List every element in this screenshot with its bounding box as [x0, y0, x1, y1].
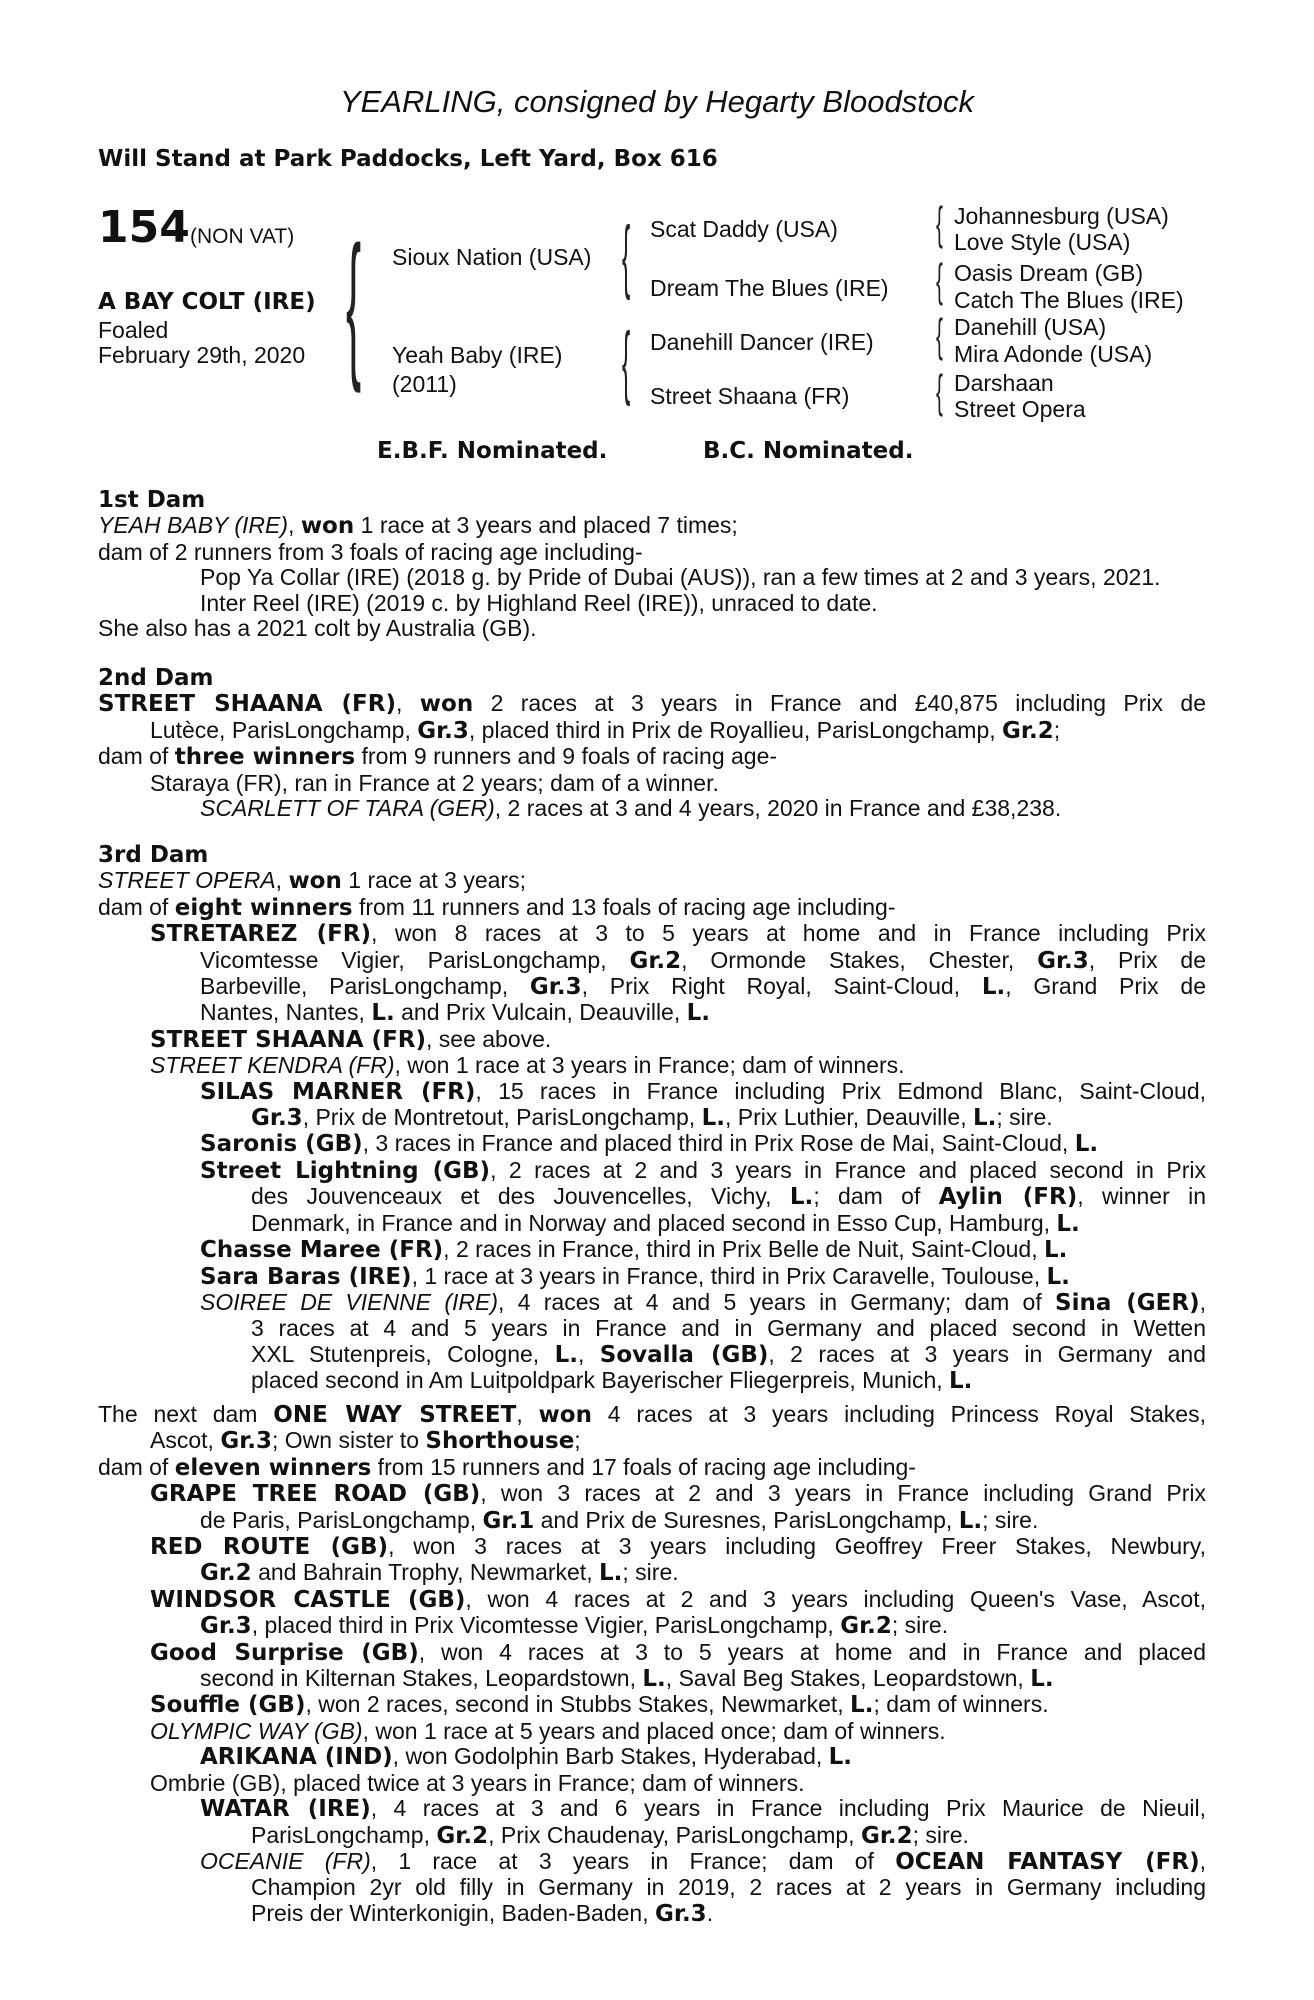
horse-name: SOIREE DE VIENNE (IRE) — [200, 1288, 499, 1315]
grade: L. — [1046, 1263, 1070, 1290]
text-run: ; sire. — [622, 1559, 679, 1586]
text-run: XXL Stutenpreis, Cologne, — [251, 1340, 555, 1367]
produce-entry-cont — [98, 1666, 1206, 1692]
grade: Gr.2 — [200, 1560, 252, 1587]
dam-name: ONE WAY STREET — [273, 1402, 517, 1428]
text-run: Nantes, Nantes, — [200, 999, 372, 1026]
text-run: , Grand Prix de — [1005, 973, 1206, 1000]
text-run: Vicomtesse Vigier, ParisLongchamp, — [200, 946, 630, 973]
text-run: , placed third in Prix Vicomtesse Vigier, ParisLongchamp, — [251, 1612, 841, 1639]
produce-entry — [98, 1796, 1206, 1822]
produce-entry — [98, 1264, 1206, 1290]
text-run: , placed third in Prix de Royallieu, ParisLongchamp, — [468, 716, 1003, 743]
horse-name: Street Lightning (GB) — [200, 1157, 491, 1184]
text-run: , 2 races at 3 and 4 years, 2020 in France and £38,238. — [494, 795, 1062, 822]
pedigree-sire: Sioux Nation (USA) — [392, 244, 592, 270]
pedigree-g3: Danehill (USA) — [954, 314, 1107, 340]
grade: L. — [828, 1744, 853, 1771]
produce-entry: Pop Ya Collar (IRE) (2018 g. by Pride of Dubai (AUS)), ran a few times at 2 and 3 years, 2021. — [200, 564, 1161, 591]
text-run: from 9 runners and 9 foals of racing age- — [355, 743, 778, 770]
pedigree-g3: Oasis Dream (GB) — [954, 260, 1144, 286]
won-text: won — [419, 691, 474, 718]
text-run: , 1 race at 3 years in France, third in Prix Caravelle, Toulouse, — [411, 1262, 1047, 1289]
text-run: , won 1 race at 3 years in France; dam of winners. — [394, 1052, 905, 1079]
text-run: ParisLongchamp, — [251, 1821, 437, 1848]
grade: Gr.3 — [655, 1900, 707, 1927]
grade: L. — [981, 974, 1006, 1001]
text-run: ; sire. — [891, 1612, 949, 1639]
text-run: , 4 races at 3 and 6 years in France including Prix Maurice de Nieuil, — [370, 1795, 1206, 1822]
produce-entry-cont — [98, 1901, 1206, 1927]
horse-name: OCEANIE (FR) — [200, 1847, 371, 1874]
text-run: , 3 races in France and placed third in Prix Rose de Mai, Saint-Cloud, — [362, 1130, 1075, 1157]
text-run: , won 2 races, second in Stubbs Stakes, Newmarket, — [305, 1691, 851, 1718]
horse-name: SILAS MARNER (FR) — [200, 1078, 476, 1105]
produce-entry — [98, 1237, 1206, 1263]
text-run: , 1 race at 3 years in France; dam of — [370, 1847, 896, 1874]
text-run: Preis der Winterkonigin, Baden-Baden, — [251, 1899, 655, 1926]
produce-entry-cont — [98, 1823, 1206, 1849]
text-run: , Saval Beg Stakes, Leopardstown, — [665, 1665, 1031, 1692]
pedigree-dam: Yeah Baby (IRE) — [392, 342, 563, 368]
text-run: , won 4 races at 3 to 5 years at home and in France and placed — [418, 1638, 1207, 1665]
section-heading: 3rd Dam — [98, 842, 209, 868]
foaled-label: Foaled — [98, 317, 169, 343]
produce-entry-cont: 3 races at 4 and 5 years in France and in Germany and placed second in Wetten — [251, 1315, 1206, 1342]
brace-g3-2: { — [936, 254, 943, 306]
text-run: ; — [574, 1427, 581, 1454]
consignment-title: YEARLING, consigned by Hegarty Bloodstock — [339, 84, 975, 119]
text-run: , — [288, 512, 301, 539]
text-run: , Prix de — [1088, 946, 1206, 973]
grade: L. — [642, 1666, 666, 1693]
brace-sire-parents: { — [622, 210, 631, 301]
dam-name: STREET OPERA — [98, 867, 276, 894]
text-run: , Ormonde Stakes, Chester, — [681, 946, 1038, 973]
text-run: Ascot, — [150, 1427, 221, 1454]
pedigree-dam-sire: Danehill Dancer (IRE) — [650, 329, 874, 355]
pedigree-dam-dam: Street Shaana (FR) — [650, 383, 850, 409]
text-run: , won 3 races at 2 and 3 years in France including Grand Prix — [480, 1480, 1206, 1507]
section-heading: 1st Dam — [98, 487, 206, 513]
text-run: , 2 races in France, third in Prix Belle de Nuit, Saint-Cloud, — [443, 1236, 1044, 1263]
horse-name: WINDSOR CASTLE (GB) — [150, 1586, 466, 1613]
horse-name: WATAR (IRE) — [200, 1796, 371, 1823]
produce-entry — [98, 1692, 1206, 1718]
pedigree-g3: Mira Adonde (USA) — [954, 341, 1153, 367]
section-heading: 2nd Dam — [98, 665, 214, 691]
dam-line-cont — [98, 1428, 1206, 1454]
text-run: , — [1199, 1288, 1206, 1315]
text-run: ; — [1053, 716, 1061, 743]
text-run: , — [275, 867, 289, 894]
horse-name: Aylin (FR) — [938, 1184, 1078, 1211]
winners-count: eight winners — [174, 894, 353, 921]
text-run: , 2 races at 2 and 3 years in France and placed second in Prix — [490, 1156, 1206, 1183]
text-run: dam of — [98, 893, 175, 920]
text-run: , — [395, 690, 420, 717]
horse-name: SCARLETT OF TARA (GER) — [200, 795, 495, 822]
text-run: des Jouvenceaux et des Jouvencelles, Vichy, — [251, 1183, 790, 1210]
text-run: second in Kilternan Stakes, Leopardstown, — [200, 1665, 643, 1692]
won-text: won — [288, 868, 342, 895]
produce-entry: Inter Reel (IRE) (2019 c. by Highland Reel (IRE)), unraced to date. — [200, 589, 878, 616]
brace-g3-4: { — [936, 365, 943, 417]
produce-entry — [98, 921, 1206, 947]
produce-summary — [98, 744, 1206, 770]
horse-name: RED ROUTE (GB) — [150, 1534, 389, 1561]
produce-entry-cont — [98, 948, 1206, 974]
foaled-date: February 29th, 2020 — [98, 342, 306, 368]
produce-entry-cont — [98, 1613, 1206, 1639]
pedigree-g3: Johannesburg (USA) — [954, 203, 1169, 229]
horse-name: OCEAN FANTASY (FR) — [895, 1848, 1200, 1875]
dam-name: YEAH BABY (IRE) — [98, 512, 289, 539]
dam-line — [98, 1402, 1206, 1428]
text-run: Denmark, in France and in Norway and placed second in Esso Cup, Hamburg, — [251, 1209, 1057, 1236]
text-run: 1 race at 3 years and placed 7 times; — [354, 512, 738, 539]
grade: Gr.3 — [251, 1105, 303, 1132]
produce-entry-cont — [98, 1105, 1206, 1131]
text-run: , — [578, 1340, 600, 1367]
text-run: , winner in — [1077, 1183, 1207, 1210]
text-run: , won 1 race at 5 years and placed once; dam of winners. — [362, 1717, 946, 1744]
produce-entry — [98, 1534, 1206, 1560]
produce-summary: dam of 2 runners from 3 foals of racing age including- — [98, 538, 643, 565]
grade: Gr.2 — [436, 1822, 489, 1849]
produce-entry — [98, 1744, 1206, 1770]
produce-entry — [98, 1849, 1206, 1875]
text-run: , 15 races in France including Prix Edmond Blanc, Saint-Cloud, — [475, 1077, 1206, 1104]
grade: Gr.3 — [1037, 947, 1089, 974]
produce-entry — [98, 796, 1206, 821]
pedigree-dam-year: (2011) — [392, 371, 457, 397]
produce-summary — [98, 1455, 1206, 1481]
text-run: , won Godolphin Barb Stakes, Hyderabad, — [392, 1743, 829, 1770]
grade: Gr.1 — [482, 1507, 535, 1534]
brace-g3-1: { — [936, 197, 943, 249]
produce-entry-cont — [98, 974, 1206, 1000]
grade: Gr.3 — [417, 717, 469, 744]
horse-name: GRAPE TREE ROAD (GB) — [150, 1481, 481, 1508]
text-run: , see above. — [426, 1025, 552, 1052]
produce-entry-cont: Champion 2yr old filly in Germany in 2019, 2 races at 2 years in Germany including — [251, 1874, 1206, 1901]
text-run: . — [706, 1899, 714, 1926]
brace-g3-3: { — [936, 309, 943, 361]
horse-name: Sina (GER) — [1055, 1289, 1200, 1316]
text-run: 2 races at 3 years in France and £40,875 including Prix de — [473, 690, 1206, 717]
produce-entry-cont — [98, 1211, 1206, 1237]
text-run: , Prix Luthier, Deauville, — [724, 1104, 973, 1131]
horse-name: ARIKANA (IND) — [200, 1744, 393, 1771]
produce-entry — [98, 1481, 1206, 1507]
text-run: , Prix Chaudenay, ParisLongchamp, — [488, 1821, 861, 1848]
text-run: from 11 runners and 13 foals of racing age including- — [352, 893, 896, 920]
winners-count: three winners — [174, 744, 356, 771]
grade: L. — [598, 1560, 623, 1587]
text-run: ; dam of winners. — [873, 1691, 1049, 1718]
dam-line — [98, 513, 1206, 539]
grade: L. — [1030, 1666, 1054, 1693]
grade: Gr.3 — [529, 974, 582, 1001]
produce-entry-cont — [98, 1560, 1206, 1586]
second-dam-section — [98, 666, 1206, 821]
grade: Gr.2 — [860, 1822, 913, 1849]
text-run: dam of — [98, 1453, 175, 1480]
vat-status: (NON VAT) — [190, 225, 295, 248]
produce-entry — [98, 1053, 1206, 1078]
grade: Gr.3 — [220, 1428, 272, 1455]
brace-dam-parents: { — [622, 316, 631, 407]
first-dam-section — [98, 488, 1206, 641]
text-run: 4 races at 3 years including Princess Royal Stakes, — [591, 1401, 1206, 1427]
text-run: 1 race at 3 years; — [341, 867, 526, 894]
third-dam-section — [98, 843, 1206, 1395]
grade: L. — [1074, 1131, 1099, 1158]
grade: L. — [972, 1105, 997, 1132]
produce-note: She also has a 2021 colt by Australia (GB). — [98, 615, 537, 642]
produce-entry-cont — [98, 1508, 1206, 1534]
text-run: The next dam — [98, 1401, 274, 1427]
text-run: Lutèce, ParisLongchamp, — [150, 716, 418, 743]
grade: L. — [686, 1000, 711, 1027]
grade: Gr.2 — [629, 947, 682, 974]
won-text: won — [300, 513, 355, 540]
grade: L. — [789, 1184, 814, 1211]
grade: L. — [1056, 1210, 1080, 1237]
text-run: , won 3 races at 3 years including Geoffrey Freer Stakes, Newbury, — [388, 1533, 1206, 1560]
pedigree-sire-sire: Scat Daddy (USA) — [650, 216, 838, 242]
pedigree-g3: Love Style (USA) — [954, 229, 1131, 255]
horse-name: Good Surprise (GB) — [150, 1639, 419, 1666]
horse-name: Shorthouse — [425, 1428, 575, 1455]
grade: L. — [371, 1000, 395, 1027]
text-run: ; sire. — [996, 1104, 1053, 1131]
text-run: dam of — [98, 743, 175, 770]
text-run: from 15 runners and 17 foals of racing age including- — [371, 1453, 916, 1480]
brace-sire-dam: { — [346, 213, 362, 394]
lot-description: A BAY COLT (IRE) — [98, 289, 316, 315]
dam-line-cont — [98, 718, 1206, 744]
pedigree-g3: Darshaan — [954, 370, 1054, 396]
produce-entry — [98, 1158, 1206, 1184]
horse-name: Saronis (GB) — [200, 1131, 363, 1158]
grade: L. — [850, 1692, 874, 1719]
horse-name: Chasse Maree (FR) — [200, 1237, 444, 1264]
lot-number: 154 — [98, 202, 190, 253]
text-run: placed second in Am Luitpoldpark Bayerischer Fliegerpreis, Munich, — [251, 1367, 950, 1394]
produce-entry — [98, 1290, 1206, 1316]
pedigree-sire-dam: Dream The Blues (IRE) — [650, 275, 889, 301]
text-run: ; dam of — [813, 1183, 939, 1210]
dam-line — [98, 691, 1206, 717]
produce-summary — [98, 895, 1206, 921]
won-text: won — [538, 1402, 592, 1428]
text-run: , 2 races at 3 years in Germany and — [768, 1340, 1206, 1367]
grade: L. — [958, 1507, 983, 1534]
dam-name: STREET SHAANA (FR) — [98, 691, 396, 718]
horse-name: Sovalla (GB) — [599, 1341, 769, 1368]
text-run: , 4 races at 4 and 5 years in Germany; dam of — [498, 1288, 1056, 1315]
text-run: de Paris, ParisLongchamp, — [200, 1506, 483, 1533]
produce-entry: Ombrie (GB), placed twice at 3 years in France; dam of winners. — [150, 1769, 805, 1796]
text-run: , Prix Right Royal, Saint-Cloud, — [581, 973, 982, 1000]
text-run: ; Own sister to — [272, 1427, 426, 1454]
ebf-nomination: E.B.F. Nominated. — [377, 438, 608, 464]
horse-name: STREET SHAANA (FR) — [150, 1026, 426, 1053]
produce-entry-cont — [98, 1342, 1206, 1368]
horse-name: STREET KENDRA (FR) — [150, 1052, 395, 1079]
grade: Gr.2 — [840, 1613, 892, 1640]
grade: L. — [1044, 1237, 1068, 1264]
text-run: , — [516, 1401, 539, 1427]
winners-count: eleven winners — [174, 1454, 372, 1481]
bc-nomination: B.C. Nominated. — [703, 438, 914, 464]
next-dam-section — [98, 1402, 1206, 1927]
horse-name: Sara Baras (IRE) — [200, 1263, 412, 1290]
produce-entry-cont — [98, 1000, 1206, 1026]
text-run: and Prix Vulcain, Deauville, — [394, 999, 687, 1026]
dam-line — [98, 868, 1206, 894]
text-run: , Prix de Montretout, ParisLongchamp, — [302, 1104, 702, 1131]
pedigree-g3: Catch The Blues (IRE) — [954, 287, 1184, 313]
horse-name: STRETAREZ (FR) — [150, 921, 372, 948]
produce-entry — [98, 1587, 1206, 1613]
grade: Gr.3 — [200, 1613, 252, 1640]
text-run: , won 4 races at 2 and 3 years including Queen's Vase, Ascot, — [465, 1585, 1207, 1612]
produce-entry — [98, 1027, 1206, 1053]
text-run: ; sire. — [982, 1506, 1039, 1533]
horse-name: OLYMPIC WAY (GB) — [150, 1717, 363, 1744]
text-run: , won 8 races at 3 to 5 years at home and in France including Prix — [371, 920, 1206, 947]
produce-entry: Staraya (FR), ran in France at 2 years; dam of a winner. — [150, 769, 719, 796]
pedigree-g3: Street Opera — [954, 396, 1086, 422]
produce-entry — [98, 1640, 1206, 1666]
text-run: and Prix de Suresnes, ParisLongchamp, — [534, 1506, 959, 1533]
text-run: Barbeville, ParisLongchamp, — [200, 973, 530, 1000]
text-run: ; sire. — [912, 1821, 969, 1848]
horse-name: Souffle (GB) — [150, 1692, 306, 1719]
produce-entry-cont — [98, 1368, 1206, 1394]
produce-entry — [98, 1131, 1206, 1157]
grade: L. — [554, 1341, 578, 1368]
grade: L. — [701, 1105, 725, 1132]
grade: L. — [949, 1368, 973, 1395]
produce-entry — [98, 1079, 1206, 1105]
produce-entry — [98, 1719, 1206, 1744]
produce-entry-cont — [98, 1184, 1206, 1210]
text-run: and Bahrain Trophy, Newmarket, — [251, 1559, 599, 1586]
grade: Gr.2 — [1002, 717, 1054, 744]
stand-location: Will Stand at Park Paddocks, Left Yard, Box 616 — [98, 146, 718, 172]
text-run: , — [1199, 1847, 1206, 1874]
